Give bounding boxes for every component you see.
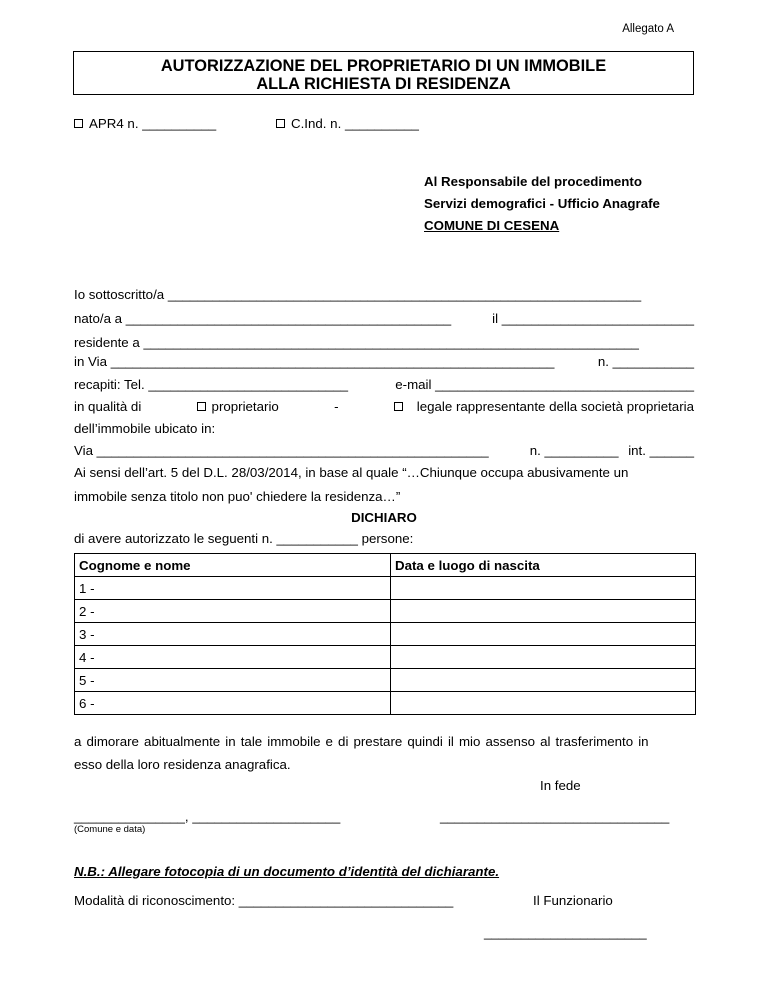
qualita-row: [74, 399, 694, 414]
legge-line-1: Ai sensi dell’art. 5 del D.L. 28/03/2014, in base al quale “…Chiunque occupa abusivamente un: [74, 465, 629, 480]
via-row: [74, 354, 694, 369]
dimora-line-1: a dimorare abitualmente in tale immobile e di prestare quindi il mio assenso al trasferimento in: [74, 734, 649, 749]
nb-note: N.B.: Allegare fotocopia di un documento d’identità del dichiarante.: [74, 864, 500, 879]
immobile-number-field[interactable]: n. __________: [529, 443, 619, 458]
proprietario-checkbox[interactable]: [197, 402, 206, 411]
header-data-luogo: Data e luogo di nascita: [391, 554, 696, 577]
allegato-label: Allegato A: [622, 23, 674, 35]
row-name-cell[interactable]: 6 -: [75, 692, 391, 715]
table-row: [75, 623, 696, 646]
apr4-checkbox[interactable]: [74, 119, 83, 128]
row-name-cell[interactable]: 2 -: [75, 600, 391, 623]
legge-line-2: immobile senza titolo non puo' chiedere la residenza…”: [74, 489, 401, 504]
row-name-cell[interactable]: 1 -: [75, 577, 391, 600]
table-row: [75, 646, 696, 669]
recipient-line-3: COMUNE DI CESENA: [424, 218, 560, 233]
legale-label: legale rappresentante della società proprietaria: [416, 399, 694, 414]
table-row: [75, 577, 696, 600]
title-line-2: ALLA RICHIESTA DI RESIDENZA: [256, 75, 511, 93]
persons-table: [74, 553, 696, 715]
apr4-label: APR4 n. __________: [89, 116, 217, 131]
dichiaro-heading: DICHIARO: [351, 510, 417, 525]
row-birth-cell[interactable]: [391, 577, 696, 600]
qualita-label: in qualità di: [74, 399, 142, 414]
immobile-via-row: [74, 443, 694, 458]
nato-il-field[interactable]: il __________________________: [492, 311, 694, 326]
dimora-line-2: esso della loro residenza anagrafica.: [74, 757, 291, 772]
legale-option: [394, 399, 694, 414]
luogo-data-field[interactable]: _______________, ____________________: [74, 809, 341, 824]
table-header-row: [75, 554, 696, 577]
qualita-separator: -: [334, 399, 339, 414]
proprietario-option: [197, 399, 279, 414]
cind-checkbox[interactable]: [276, 119, 285, 128]
in-fede-label: In fede: [540, 778, 581, 793]
autorizzato-field[interactable]: di avere autorizzato le seguenti n. ___________ persone:: [74, 531, 414, 546]
row-birth-cell[interactable]: [391, 623, 696, 646]
row-name-cell[interactable]: 4 -: [75, 646, 391, 669]
row-birth-cell[interactable]: [391, 669, 696, 692]
row-birth-cell[interactable]: [391, 692, 696, 715]
immobile-label: dell’immobile ubicato in:: [74, 421, 216, 436]
nato-a-field[interactable]: nato/a a ____________________________________________: [74, 311, 452, 326]
residente-field[interactable]: residente a ___________________________________________________________________: [74, 335, 639, 350]
comune-data-caption: (Comune e data): [74, 824, 146, 835]
recipient-line-1: Al Responsabile del procedimento: [424, 174, 642, 189]
tel-field[interactable]: recapiti: Tel. ___________________________: [74, 377, 349, 392]
row-name-cell[interactable]: 3 -: [75, 623, 391, 646]
apr4-ref: [74, 116, 216, 131]
title-line-1: AUTORIZZAZIONE DEL PROPRIETARIO DI UN IMMOBILE: [160, 57, 607, 75]
row-birth-cell[interactable]: [391, 646, 696, 669]
modalita-field[interactable]: Modalità di riconoscimento: _____________________________: [74, 893, 454, 908]
proprietario-label: proprietario: [211, 399, 279, 414]
sottoscritto-field[interactable]: Io sottoscritto/a ________________________________________________________________: [74, 287, 642, 302]
immobile-interno-field[interactable]: int. ______: [628, 443, 694, 458]
firma-dichiarante-field[interactable]: _______________________________: [440, 809, 670, 824]
recapiti-row: [74, 377, 694, 392]
immobile-numero-group: [530, 443, 694, 458]
nascita-row: [74, 311, 694, 326]
row-birth-cell[interactable]: [391, 600, 696, 623]
table-row: [75, 600, 696, 623]
cind-ref: [276, 116, 419, 131]
funzionario-signature-field[interactable]: ______________________: [484, 925, 647, 940]
via-number-field[interactable]: n. ___________: [597, 354, 694, 369]
table-row: [75, 692, 696, 715]
document-title: [73, 51, 694, 95]
cind-label: C.Ind. n. __________: [291, 116, 419, 131]
email-field[interactable]: e-mail ___________________________________: [395, 377, 694, 392]
immobile-via-field[interactable]: Via _____________________________________________________: [74, 443, 489, 458]
row-name-cell[interactable]: 5 -: [75, 669, 391, 692]
funzionario-label: Il Funzionario: [533, 893, 613, 908]
via-field[interactable]: in Via ____________________________________________________________: [74, 354, 555, 369]
recipient-line-2: Servizi demografici - Ufficio Anagrafe: [424, 196, 660, 211]
legale-checkbox[interactable]: [394, 402, 403, 411]
table-row: [75, 669, 696, 692]
header-cognome-nome: Cognome e nome: [75, 554, 391, 577]
